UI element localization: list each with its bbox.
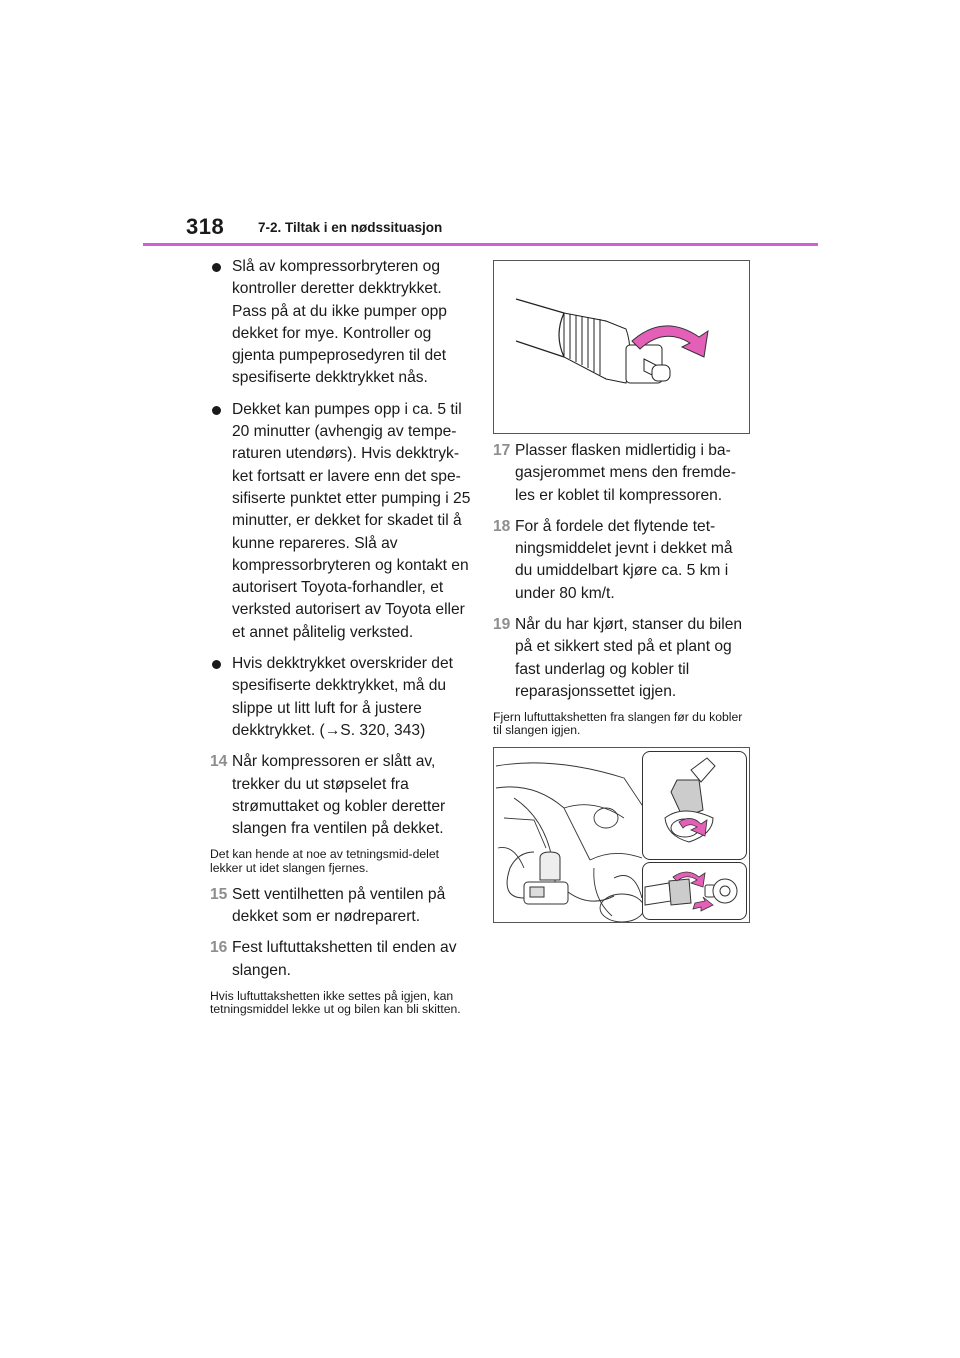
step-number: 18 [493,517,511,535]
step-number: 16 [210,939,228,957]
step-14 [210,751,472,840]
step-text: Plasser flasken midlertidig i ba-gasjerommet mens den fremde-les er koblet til kompressoren. [515,442,737,504]
detail-inset-hose-valve [642,862,747,920]
bullet-item [210,399,472,644]
step-text: Når du har kjørt, stanser du bilen på et sikkert sted på et plant og fast underlag og kobler til reparasjonssettet igjen. [515,616,743,700]
step-number: 14 [210,753,228,771]
bullet-dot-icon [212,263,221,272]
hose-cap-illustration [493,260,750,434]
bullet-text: Slå av kompressorbryteren og kontroller deretter dekktrykket. Pass på at du ikke pumper opp dekket for mye. Kontroller og gjenta pumpeprosedyren til det spesifiserte dekktrykket nås. [232,258,447,387]
bullet-dot-icon [212,406,221,415]
repair-kit-connection-illustration [493,747,750,923]
step-text: Fest luftuttakshetten til enden av slangen. [232,939,457,979]
step-text: Sett ventilhetten på ventilen på dekket som er nødreparert. [232,885,446,926]
step-16 [210,937,472,982]
section-title: 7-2. Tiltak i en nødssituasjon [258,220,443,235]
bullet-text: Hvis dekktrykket overskrider det spesifiserte dekktrykket, må du slippe ut litt luft for å justere dekktrykket. (→S. 320, 343) [232,655,453,739]
step-text: Når kompressoren er slått av, trekker du ut støpselet fra strømuttaket og kobler deretter slangen fra ventilen på dekket. [232,753,446,838]
step-15 [210,884,472,929]
bullet-item [210,653,472,742]
page-number: 318 [186,214,225,239]
bullet-item [210,256,472,390]
header-divider [143,243,818,246]
bullet-text: Dekket kan pumpes opp i ca. 5 til 20 minutter (avhengig av tempe-raturen utendørs). Hvis dekktryk-ket fortsatt er lavere enn det spe-sifiserte punktet etter pumping i 25 minutter, er dekket for skadet til å kunne repareres. Slå av kompressorbryteren og kontakt en autorisert Toyota-forhandler, et verksted autorisert av Toyota eller et annet pålitelig verksted. [232,400,471,641]
step-number: 17 [493,442,511,459]
step-18 [493,516,753,605]
step-note: Det kan hende at noe av tetningsmid-delet lekker ut idet slangen fjernes. [210,847,440,875]
step-number: 15 [210,885,228,903]
step-17 [493,440,753,507]
step-note: Hvis luftuttakshetten ikke settes på igjen, kan tetningsmiddel lekke ut og bilen kan bli skitten. [210,989,461,1017]
step-text: For å fordele det flytende tet-ningsmiddelet jevnt i dekket må du umiddelbart kjøre ca. 5 km i under 80 km/t. [515,517,733,602]
bullet-dot-icon [212,660,221,669]
step-note: Fjern luftuttakshetten fra slangen før du kobler til slangen igjen. [493,710,743,738]
detail-inset-bottle [642,751,747,860]
step-19 [493,614,753,703]
step-number: 19 [493,616,511,634]
left-column [210,256,472,1025]
right-column [493,260,753,923]
